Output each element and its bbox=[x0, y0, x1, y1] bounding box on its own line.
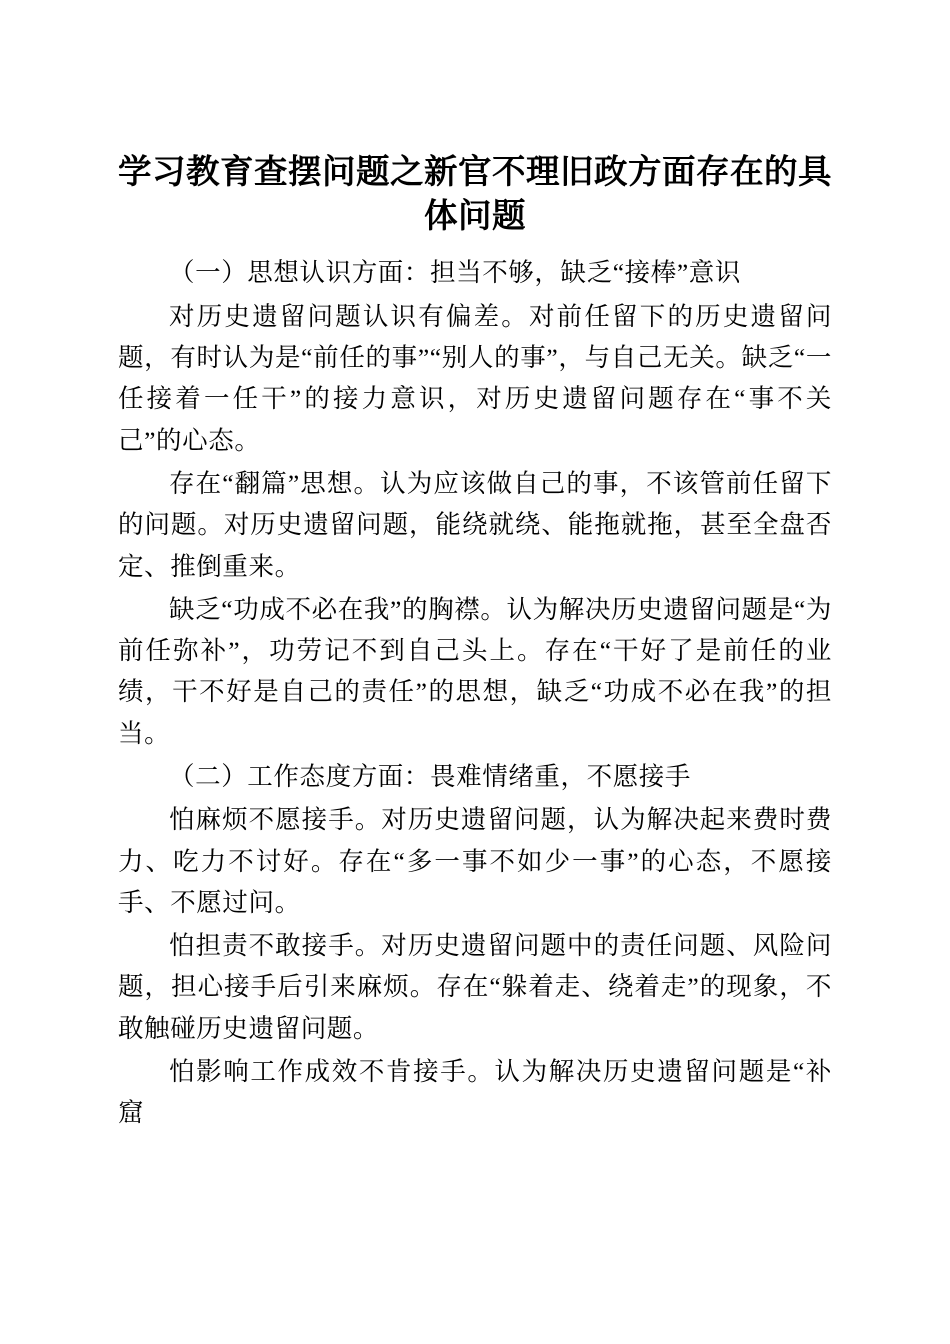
section-heading-1: （一）思想认识方面：担当不够，缺乏“接棒”意识 bbox=[169, 258, 741, 288]
body-paragraph: 怕担责不敢接手。对历史遗留问题中的责任问题、风险问题，担心接手后引来麻烦。存在“躲着走、绕着走”的现象，不敢触碰历史遗留问题。 bbox=[118, 931, 832, 1043]
body-paragraph: 怕麻烦不愿接手。对历史遗留问题，认为解决起来费时费力、吃力不讨好。存在“多一事不如少一事”的心态，不愿接手、不愿过问。 bbox=[118, 805, 832, 917]
body-paragraph: 缺乏“功成不必在我”的胸襟。认为解决历史遗留问题是“为前任弥补”，功劳记不到自己头上。存在“干好了是前任的业绩，干不好是自己的责任”的思想，缺乏“功成不必在我”的担当。 bbox=[118, 594, 832, 748]
section-heading-2: （二）工作态度方面：畏难情绪重，不愿接手 bbox=[169, 762, 692, 791]
page-title: 学习教育查摆问题之新官不理旧政方面存在的具体问题 bbox=[118, 152, 832, 236]
body-paragraph: 对历史遗留问题认识有偏差。对前任留下的历史遗留问题，有时认为是“前任的事”“别人的事”，与自己无关。缺乏“一任接着一任干”的接力意识，对历史遗留问题存在“事不关己”的心态。 bbox=[118, 301, 832, 455]
body-paragraph: 怕影响工作成效不肯接手。认为解决历史遗留问题是“补窟 bbox=[118, 1057, 832, 1128]
body-paragraph: 存在“翻篇”思想。认为应该做自己的事，不该管前任留下的问题。对历史遗留问题，能绕就绕、能拖就拖，甚至全盘否定、推倒重来。 bbox=[118, 468, 832, 581]
